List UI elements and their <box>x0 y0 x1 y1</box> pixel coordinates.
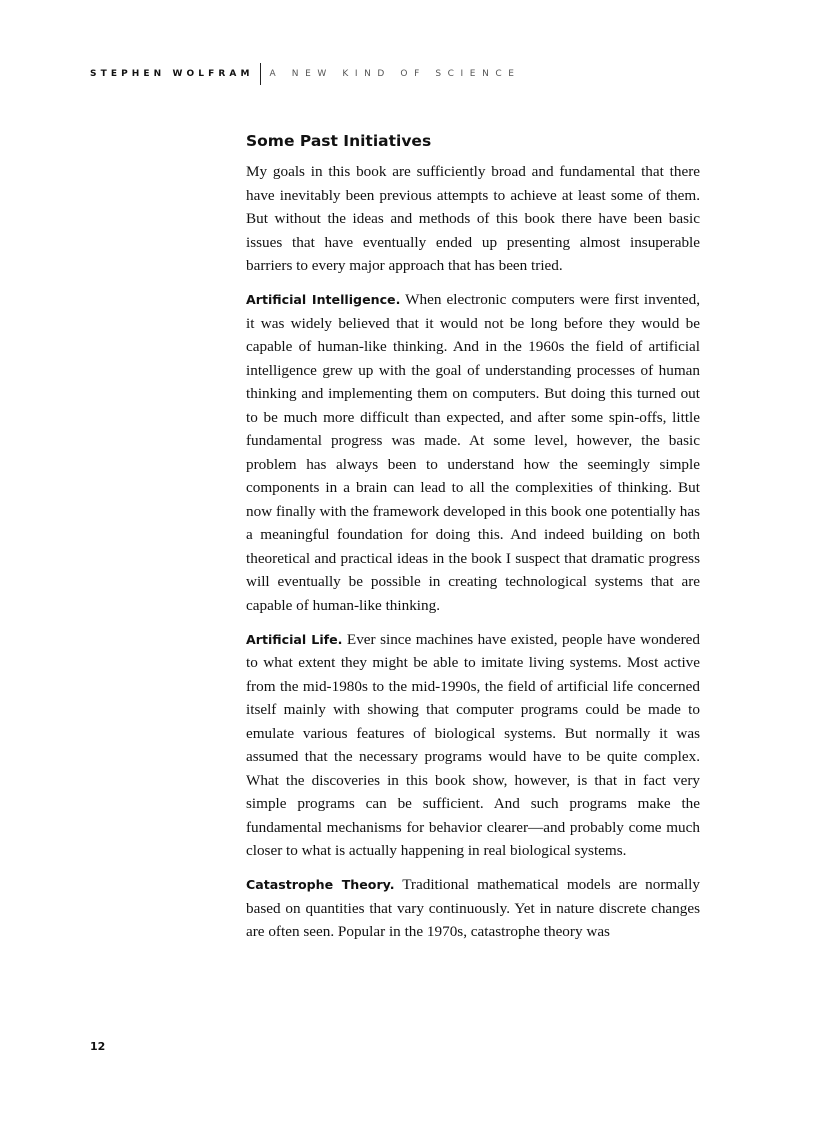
running-head-author: STEPHEN WOLFRAM <box>90 69 254 79</box>
page-number: 12 <box>90 1040 106 1053</box>
running-head <box>90 62 521 86</box>
section-title: Some Past Initiatives <box>246 132 432 150</box>
topic-text: When electronic computers were first invented, it was widely believed that it would not be long before they would be capable of human-like thinking. And in the 1960s the field of artificial intelligence grew up with the goal of understanding processes of human thinking and implementing them on computers. But doing this turned out to be much more difficult than expected, and after some spin-offs, little fundamental progress was made. At some level, however, the basic problem has always been to understand how the seemingly simple components in a brain can lead to all the complexities of thinking. But now finally with the framework developed in this book one potentially has a meaningful foundation for doing this. And indeed building on both theoretical and practical ideas in the book I suspect that dramatic progress will eventually be possible in creating technological systems that are capable of human-like thinking. <box>246 291 700 614</box>
topic-paragraph-artificial-intelligence <box>246 288 700 617</box>
topic-heading: Artificial Intelligence. <box>246 292 401 307</box>
topic-heading: Catastrophe Theory. <box>246 877 395 892</box>
topic-paragraph-catastrophe-theory <box>246 873 700 944</box>
topic-text: Ever since machines have existed, people have wondered to what extent they might be able to imitate living systems. Most active from the mid-1980s to the mid-1990s, the field of artificial life concerned itself mainly with showing that computer programs could be made to emulate various features of biological systems. But normally it was assumed that the necessary programs would have to be quite complex. What the discoveries in this book show, however, is that in fact very simple programs can be sufficient. And such programs make the fundamental mechanisms for behavior clearer—and probably come much closer to what is actually happening in real biological systems. <box>246 630 700 859</box>
running-head-book-title: A NEW KIND OF SCIENCE <box>269 69 521 79</box>
running-head-divider <box>260 63 261 85</box>
page-body <box>246 128 700 954</box>
topic-heading: Artificial Life. <box>246 631 343 647</box>
intro-paragraph: My goals in this book are sufficiently broad and fundamental that there have inevitably been previous attempts to achieve at least some of them. But without the ideas and methods of this book there have been basic issues that have eventually ended up presenting almost insuperable barriers to every major approach that has been tried. <box>246 163 700 274</box>
topic-text: Traditional mathematical models are normally based on quantities that vary continuously. Yet in nature discrete changes are often seen. Popular in the 1970s, catastrophe theory was <box>246 876 700 940</box>
topic-paragraph-artificial-life <box>246 628 700 863</box>
